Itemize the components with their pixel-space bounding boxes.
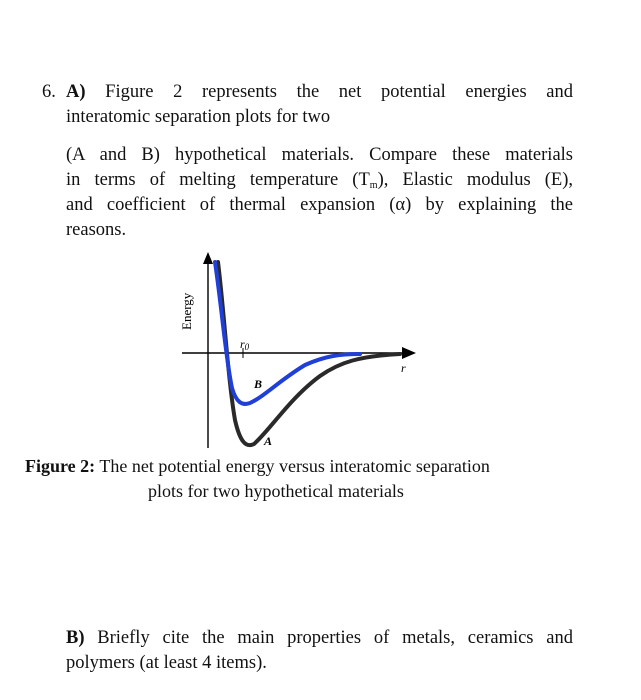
figure-caption-line-2: plots for two hypothetical materials — [148, 481, 404, 501]
part-b-text-1: Briefly cite the main properties of metals, ceramics and — [97, 628, 574, 648]
figure-caption-text-1: The net potential energy versus interatomic separation — [99, 456, 490, 476]
part-b-line-1 — [66, 626, 573, 651]
potential-energy-figure — [160, 250, 430, 455]
paragraph-line-1: (A and B) hypothetical materials. Compare these materials — [66, 145, 573, 165]
figure-caption-label: Figure 2: — [25, 456, 96, 476]
curve-a-label: A — [264, 434, 273, 448]
paragraph-line-2-before: in terms of melting temperature (T — [66, 170, 370, 190]
figure-caption-line-1 — [25, 454, 490, 478]
r0-label-sub: 0 — [244, 342, 250, 352]
curve-b — [215, 262, 360, 404]
part-a-line-2: interatomic separation plots for two — [66, 107, 331, 127]
part-b-label: B) — [66, 628, 85, 648]
y-axis-label: Energy — [179, 292, 194, 330]
r0-label — [240, 337, 250, 352]
paragraph-line-3: and coefficient of thermal expansion (α) by explaining the — [66, 195, 573, 215]
y-axis-arrow — [203, 252, 213, 264]
curve-b-label: B — [254, 377, 263, 391]
r0-label-main: r — [240, 337, 245, 351]
paragraph-line-2-after: ), Elastic modulus (E), — [377, 170, 573, 190]
part-a-label: A) — [66, 82, 86, 102]
melting-temp-subscript: m — [369, 180, 378, 191]
part-a-line-1 — [66, 80, 573, 105]
paragraph-line-4: reasons. — [66, 220, 127, 240]
x-axis-label: r — [401, 361, 406, 375]
part-b-line-2: polymers (at least 4 items). — [66, 653, 267, 673]
question-number: 6. — [42, 82, 56, 102]
part-a-text-1: Figure 2 represents the net potential energies and — [105, 82, 573, 102]
x-axis-arrow — [402, 347, 416, 359]
